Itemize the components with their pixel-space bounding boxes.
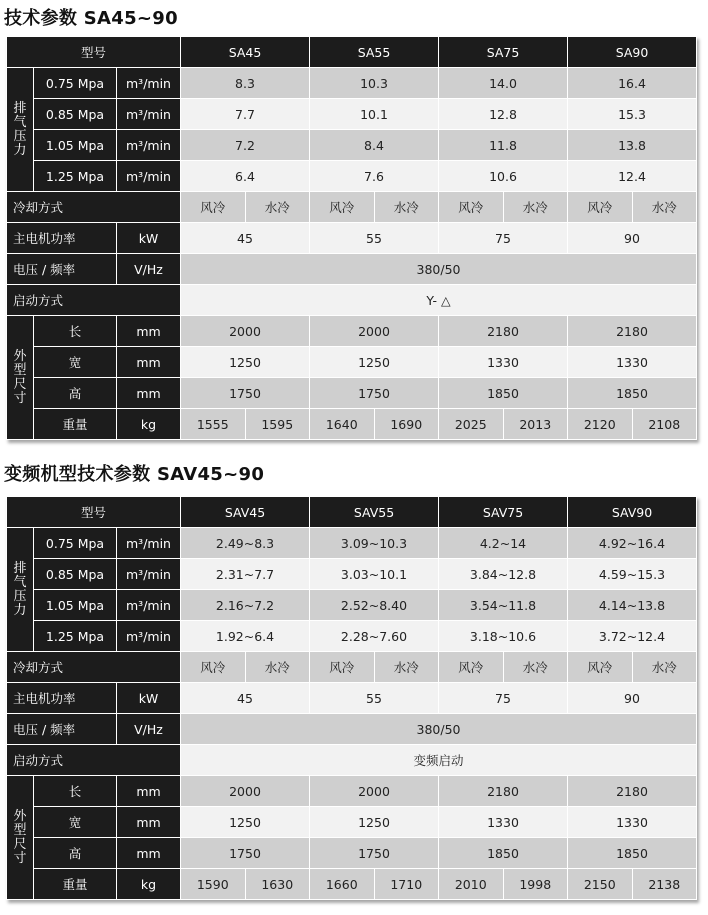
flow-value: 8.3 [181, 68, 310, 99]
pressure-label: 0.85 Mpa [34, 559, 117, 590]
dimension-value: 2180 [568, 776, 697, 807]
cooling-value: 风冷 [181, 192, 246, 223]
flow-value: 7.6 [310, 161, 439, 192]
unit-label: V/Hz [117, 714, 181, 745]
power-value: 90 [568, 683, 697, 714]
dimension-value: 1330 [568, 807, 697, 838]
weight-label: 重量 [34, 409, 117, 440]
voltage-label: 电压 / 频率 [7, 714, 117, 745]
flow-value: 7.7 [181, 99, 310, 130]
pressure-row [7, 528, 697, 559]
weight-row [7, 409, 697, 440]
weight-value: 1710 [374, 869, 439, 900]
pressure-row [7, 161, 697, 192]
cooling-value: 风冷 [310, 192, 375, 223]
cooling-value: 水冷 [632, 192, 697, 223]
weight-value: 2013 [503, 409, 568, 440]
dimension-value: 1850 [439, 838, 568, 869]
flow-value: 4.14~13.8 [568, 590, 697, 621]
flow-value: 3.09~10.3 [310, 528, 439, 559]
flow-value: 2.49~8.3 [181, 528, 310, 559]
dimension-row [7, 347, 697, 378]
pressure-label: 1.05 Mpa [34, 590, 117, 621]
cooling-value: 水冷 [245, 192, 310, 223]
unit-label: kg [117, 869, 181, 900]
start-method-label: 启动方式 [7, 745, 181, 776]
model-name: SA45 [181, 37, 310, 68]
unit-label: mm [117, 316, 181, 347]
model-name: SA75 [439, 37, 568, 68]
dimension-value: 1330 [439, 807, 568, 838]
weight-value: 1640 [310, 409, 375, 440]
flow-value: 13.8 [568, 130, 697, 161]
weight-label: 重量 [34, 869, 117, 900]
dimension-value: 2000 [310, 776, 439, 807]
voltage-row [7, 714, 697, 745]
cooling-value: 水冷 [503, 192, 568, 223]
cooling-value: 风冷 [181, 652, 246, 683]
pressure-group-label: 排 气 压 力 [7, 68, 34, 192]
pressure-label: 0.85 Mpa [34, 99, 117, 130]
flow-value: 10.6 [439, 161, 568, 192]
start-row [7, 285, 697, 316]
pressure-row [7, 621, 697, 652]
unit-label: m³/min [117, 130, 181, 161]
unit-label: m³/min [117, 161, 181, 192]
flow-value: 3.54~11.8 [439, 590, 568, 621]
dimension-value: 2180 [439, 316, 568, 347]
spec-table [6, 36, 697, 440]
power-row [7, 683, 697, 714]
pressure-row [7, 99, 697, 130]
dimension-label: 长 [34, 776, 117, 807]
voltage-value: 380/50 [181, 254, 697, 285]
weight-value: 2025 [439, 409, 504, 440]
cooling-row [7, 652, 697, 683]
dimension-value: 1330 [568, 347, 697, 378]
weight-value: 2138 [632, 869, 697, 900]
weight-value: 2010 [439, 869, 504, 900]
dimension-label: 高 [34, 838, 117, 869]
pressure-label: 0.75 Mpa [34, 528, 117, 559]
dimension-value: 1250 [310, 347, 439, 378]
header-row [7, 37, 697, 68]
model-name: SAV55 [310, 497, 439, 528]
model-name: SAV75 [439, 497, 568, 528]
cooling-label: 冷却方式 [7, 192, 181, 223]
flow-value: 3.03~10.1 [310, 559, 439, 590]
flow-value: 2.52~8.40 [310, 590, 439, 621]
flow-value: 10.1 [310, 99, 439, 130]
flow-value: 10.3 [310, 68, 439, 99]
cooling-label: 冷却方式 [7, 652, 181, 683]
unit-label: mm [117, 838, 181, 869]
dimension-value: 1850 [439, 378, 568, 409]
pressure-label: 1.25 Mpa [34, 161, 117, 192]
power-value: 75 [439, 223, 568, 254]
dimension-value: 1330 [439, 347, 568, 378]
dimension-value: 1750 [181, 378, 310, 409]
pressure-row [7, 590, 697, 621]
unit-label: m³/min [117, 559, 181, 590]
flow-value: 1.92~6.4 [181, 621, 310, 652]
model-name: SAV90 [568, 497, 697, 528]
dimension-row [7, 776, 697, 807]
pressure-label: 1.25 Mpa [34, 621, 117, 652]
dimension-value: 1750 [181, 838, 310, 869]
voltage-row [7, 254, 697, 285]
cooling-value: 风冷 [310, 652, 375, 683]
cooling-value: 风冷 [439, 652, 504, 683]
voltage-label: 电压 / 频率 [7, 254, 117, 285]
flow-value: 6.4 [181, 161, 310, 192]
dimension-value: 1250 [181, 347, 310, 378]
flow-value: 3.84~12.8 [439, 559, 568, 590]
dimension-row [7, 316, 697, 347]
power-value: 45 [181, 683, 310, 714]
flow-value: 3.72~12.4 [568, 621, 697, 652]
unit-label: kW [117, 683, 181, 714]
dimension-value: 1250 [310, 807, 439, 838]
flow-value: 2.28~7.60 [310, 621, 439, 652]
dimension-row [7, 378, 697, 409]
table2-title: 变频机型技术参数 SAV45~90 [4, 464, 265, 485]
unit-label: m³/min [117, 621, 181, 652]
flow-value: 16.4 [568, 68, 697, 99]
unit-label: m³/min [117, 590, 181, 621]
voltage-value: 380/50 [181, 714, 697, 745]
flow-value: 15.3 [568, 99, 697, 130]
dimension-value: 2000 [310, 316, 439, 347]
unit-label: mm [117, 807, 181, 838]
dimension-value: 1250 [181, 807, 310, 838]
pressure-group-label: 排 气 压 力 [7, 528, 34, 652]
cooling-value: 风冷 [568, 192, 633, 223]
flow-value: 4.92~16.4 [568, 528, 697, 559]
pressure-row [7, 559, 697, 590]
cooling-value: 水冷 [374, 652, 439, 683]
dimension-row [7, 807, 697, 838]
power-row [7, 223, 697, 254]
unit-label: m³/min [117, 99, 181, 130]
unit-label: kW [117, 223, 181, 254]
start-method-label: 启动方式 [7, 285, 181, 316]
flow-value: 14.0 [439, 68, 568, 99]
power-value: 90 [568, 223, 697, 254]
power-value: 45 [181, 223, 310, 254]
flow-value: 7.2 [181, 130, 310, 161]
cooling-value: 风冷 [439, 192, 504, 223]
cooling-value: 水冷 [245, 652, 310, 683]
model-name: SA55 [310, 37, 439, 68]
unit-label: kg [117, 409, 181, 440]
power-value: 75 [439, 683, 568, 714]
weight-value: 2150 [568, 869, 633, 900]
unit-label: m³/min [117, 528, 181, 559]
unit-label: mm [117, 347, 181, 378]
model-header-label: 型号 [7, 37, 181, 68]
weight-value: 1590 [181, 869, 246, 900]
flow-value: 2.16~7.2 [181, 590, 310, 621]
flow-value: 4.59~15.3 [568, 559, 697, 590]
unit-label: V/Hz [117, 254, 181, 285]
dimension-value: 2000 [181, 776, 310, 807]
pressure-label: 1.05 Mpa [34, 130, 117, 161]
flow-value: 2.31~7.7 [181, 559, 310, 590]
flow-value: 3.18~10.6 [439, 621, 568, 652]
power-value: 55 [310, 223, 439, 254]
flow-value: 11.8 [439, 130, 568, 161]
model-name: SA90 [568, 37, 697, 68]
dimension-value: 1750 [310, 378, 439, 409]
dimension-row [7, 838, 697, 869]
cooling-value: 水冷 [374, 192, 439, 223]
unit-label: m³/min [117, 68, 181, 99]
dimension-group-label: 外 型 尺 寸 [7, 776, 34, 900]
dimension-label: 高 [34, 378, 117, 409]
table1-title: 技术参数 SA45~90 [4, 8, 178, 29]
weight-value: 1630 [245, 869, 310, 900]
cooling-value: 水冷 [632, 652, 697, 683]
start-method-value: Y- △ [181, 285, 697, 316]
dimension-label: 宽 [34, 347, 117, 378]
weight-value: 1690 [374, 409, 439, 440]
weight-value: 2108 [632, 409, 697, 440]
weight-value: 1555 [181, 409, 246, 440]
dimension-label: 长 [34, 316, 117, 347]
power-value: 55 [310, 683, 439, 714]
flow-value: 12.4 [568, 161, 697, 192]
model-name: SAV45 [181, 497, 310, 528]
weight-value: 2120 [568, 409, 633, 440]
dimension-value: 1850 [568, 838, 697, 869]
power-label: 主电机功率 [7, 223, 117, 254]
flow-value: 4.2~14 [439, 528, 568, 559]
header-row [7, 497, 697, 528]
flow-value: 8.4 [310, 130, 439, 161]
spec-table [6, 496, 697, 900]
dimension-value: 2180 [439, 776, 568, 807]
dimension-group-label: 外 型 尺 寸 [7, 316, 34, 440]
cooling-row [7, 192, 697, 223]
dimension-value: 1750 [310, 838, 439, 869]
dimension-value: 2000 [181, 316, 310, 347]
cooling-value: 风冷 [568, 652, 633, 683]
pressure-row [7, 68, 697, 99]
weight-value: 1660 [310, 869, 375, 900]
weight-value: 1998 [503, 869, 568, 900]
start-method-value: 变频启动 [181, 745, 697, 776]
dimension-value: 1850 [568, 378, 697, 409]
unit-label: mm [117, 378, 181, 409]
pressure-row [7, 130, 697, 161]
dimension-value: 2180 [568, 316, 697, 347]
weight-value: 1595 [245, 409, 310, 440]
power-label: 主电机功率 [7, 683, 117, 714]
cooling-value: 水冷 [503, 652, 568, 683]
unit-label: mm [117, 776, 181, 807]
dimension-label: 宽 [34, 807, 117, 838]
pressure-label: 0.75 Mpa [34, 68, 117, 99]
model-header-label: 型号 [7, 497, 181, 528]
start-row [7, 745, 697, 776]
weight-row [7, 869, 697, 900]
flow-value: 12.8 [439, 99, 568, 130]
